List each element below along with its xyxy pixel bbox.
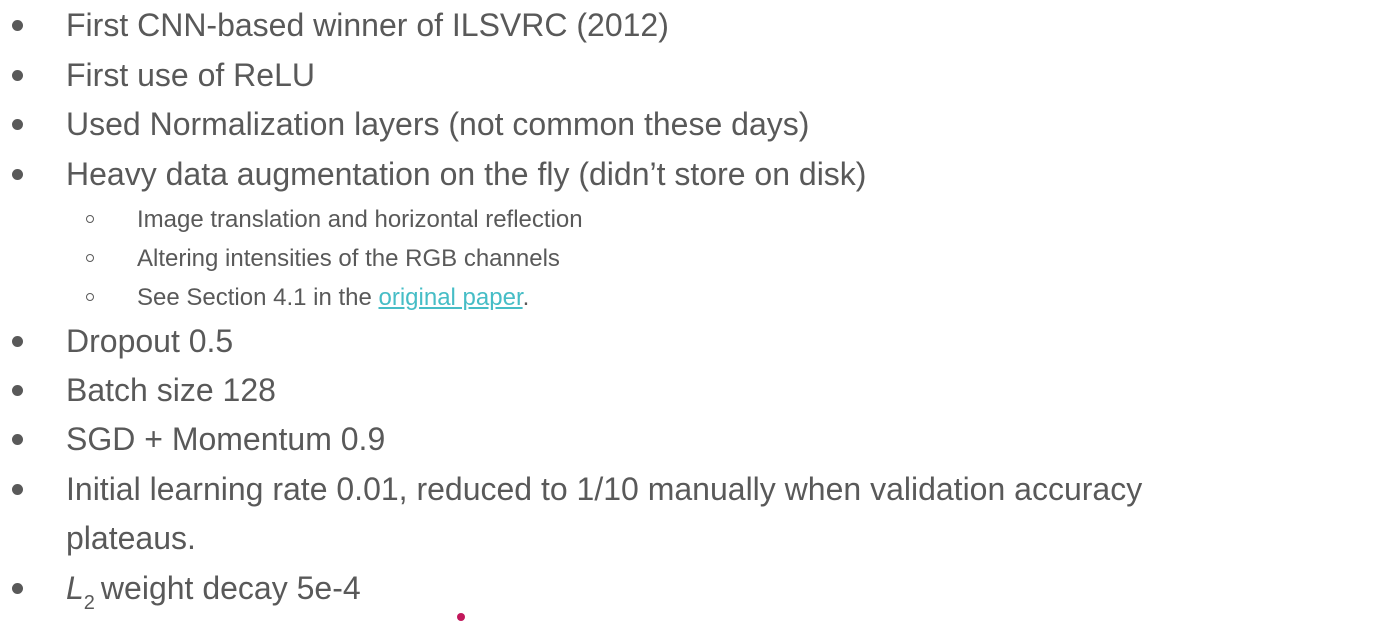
original-paper-link[interactable]: original paper <box>378 284 523 311</box>
bullet-text: First use of ReLU <box>66 57 315 93</box>
bullet-dot-icon <box>12 119 23 130</box>
bullet-text: weight decay 5e-4 <box>100 570 361 606</box>
sub-bullet-text: Image translation and horizontal reflection <box>137 206 583 233</box>
bullet-item-learning-rate <box>66 465 1142 563</box>
bullet-dot-icon <box>12 385 23 396</box>
hollow-bullet-icon <box>86 215 94 223</box>
sub-bullet-translation <box>137 200 583 239</box>
bullet-item-batch-size <box>66 366 276 415</box>
sub-bullet-text: Altering intensities of the RGB channels <box>137 245 560 272</box>
bullet-dot-icon <box>12 20 23 31</box>
bullet-dot-icon <box>12 336 23 347</box>
bullet-dot-icon <box>12 434 23 445</box>
bullet-item-relu <box>66 51 315 100</box>
bullet-dot-icon <box>12 484 23 495</box>
bullet-text: Batch size 128 <box>66 372 276 408</box>
hollow-bullet-icon <box>86 293 94 301</box>
sub-bullet-section <box>137 278 529 317</box>
bullet-text: SGD + Momentum 0.9 <box>66 421 386 457</box>
sub-bullet-rgb <box>137 239 560 278</box>
l2-subscript: 2 <box>83 592 95 614</box>
laser-pointer-dot-icon <box>457 613 465 621</box>
bullet-text: Heavy data augmentation on the fly (didn’t store on disk) <box>66 156 867 192</box>
bullet-text-line2: plateaus. <box>66 520 196 556</box>
bullet-item-sgd <box>66 415 385 464</box>
hollow-bullet-icon <box>86 254 94 262</box>
sub-bullet-prefix: See Section 4.1 in the <box>137 284 379 311</box>
bullet-dot-icon <box>12 169 23 180</box>
bullet-item-augmentation <box>66 150 866 199</box>
bullet-dot-icon <box>12 583 23 594</box>
bullet-dot-icon <box>12 70 23 81</box>
l2-variable: L <box>66 570 84 606</box>
bullet-text: Dropout 0.5 <box>66 323 234 359</box>
bullet-item-weight-decay <box>66 564 361 618</box>
bullet-text: Used Normalization layers (not common these days) <box>66 106 810 142</box>
bullet-text-line1: Initial learning rate 0.01, reduced to 1/10 manually when validation accuracy <box>66 471 1143 507</box>
sub-bullet-suffix: . <box>522 284 530 311</box>
bullet-item-dropout <box>66 317 233 366</box>
bullet-text: First CNN-based winner of ILSVRC (2012) <box>66 7 669 43</box>
bullet-item-ilsvrc <box>66 1 669 50</box>
bullet-item-normalization <box>66 100 809 149</box>
